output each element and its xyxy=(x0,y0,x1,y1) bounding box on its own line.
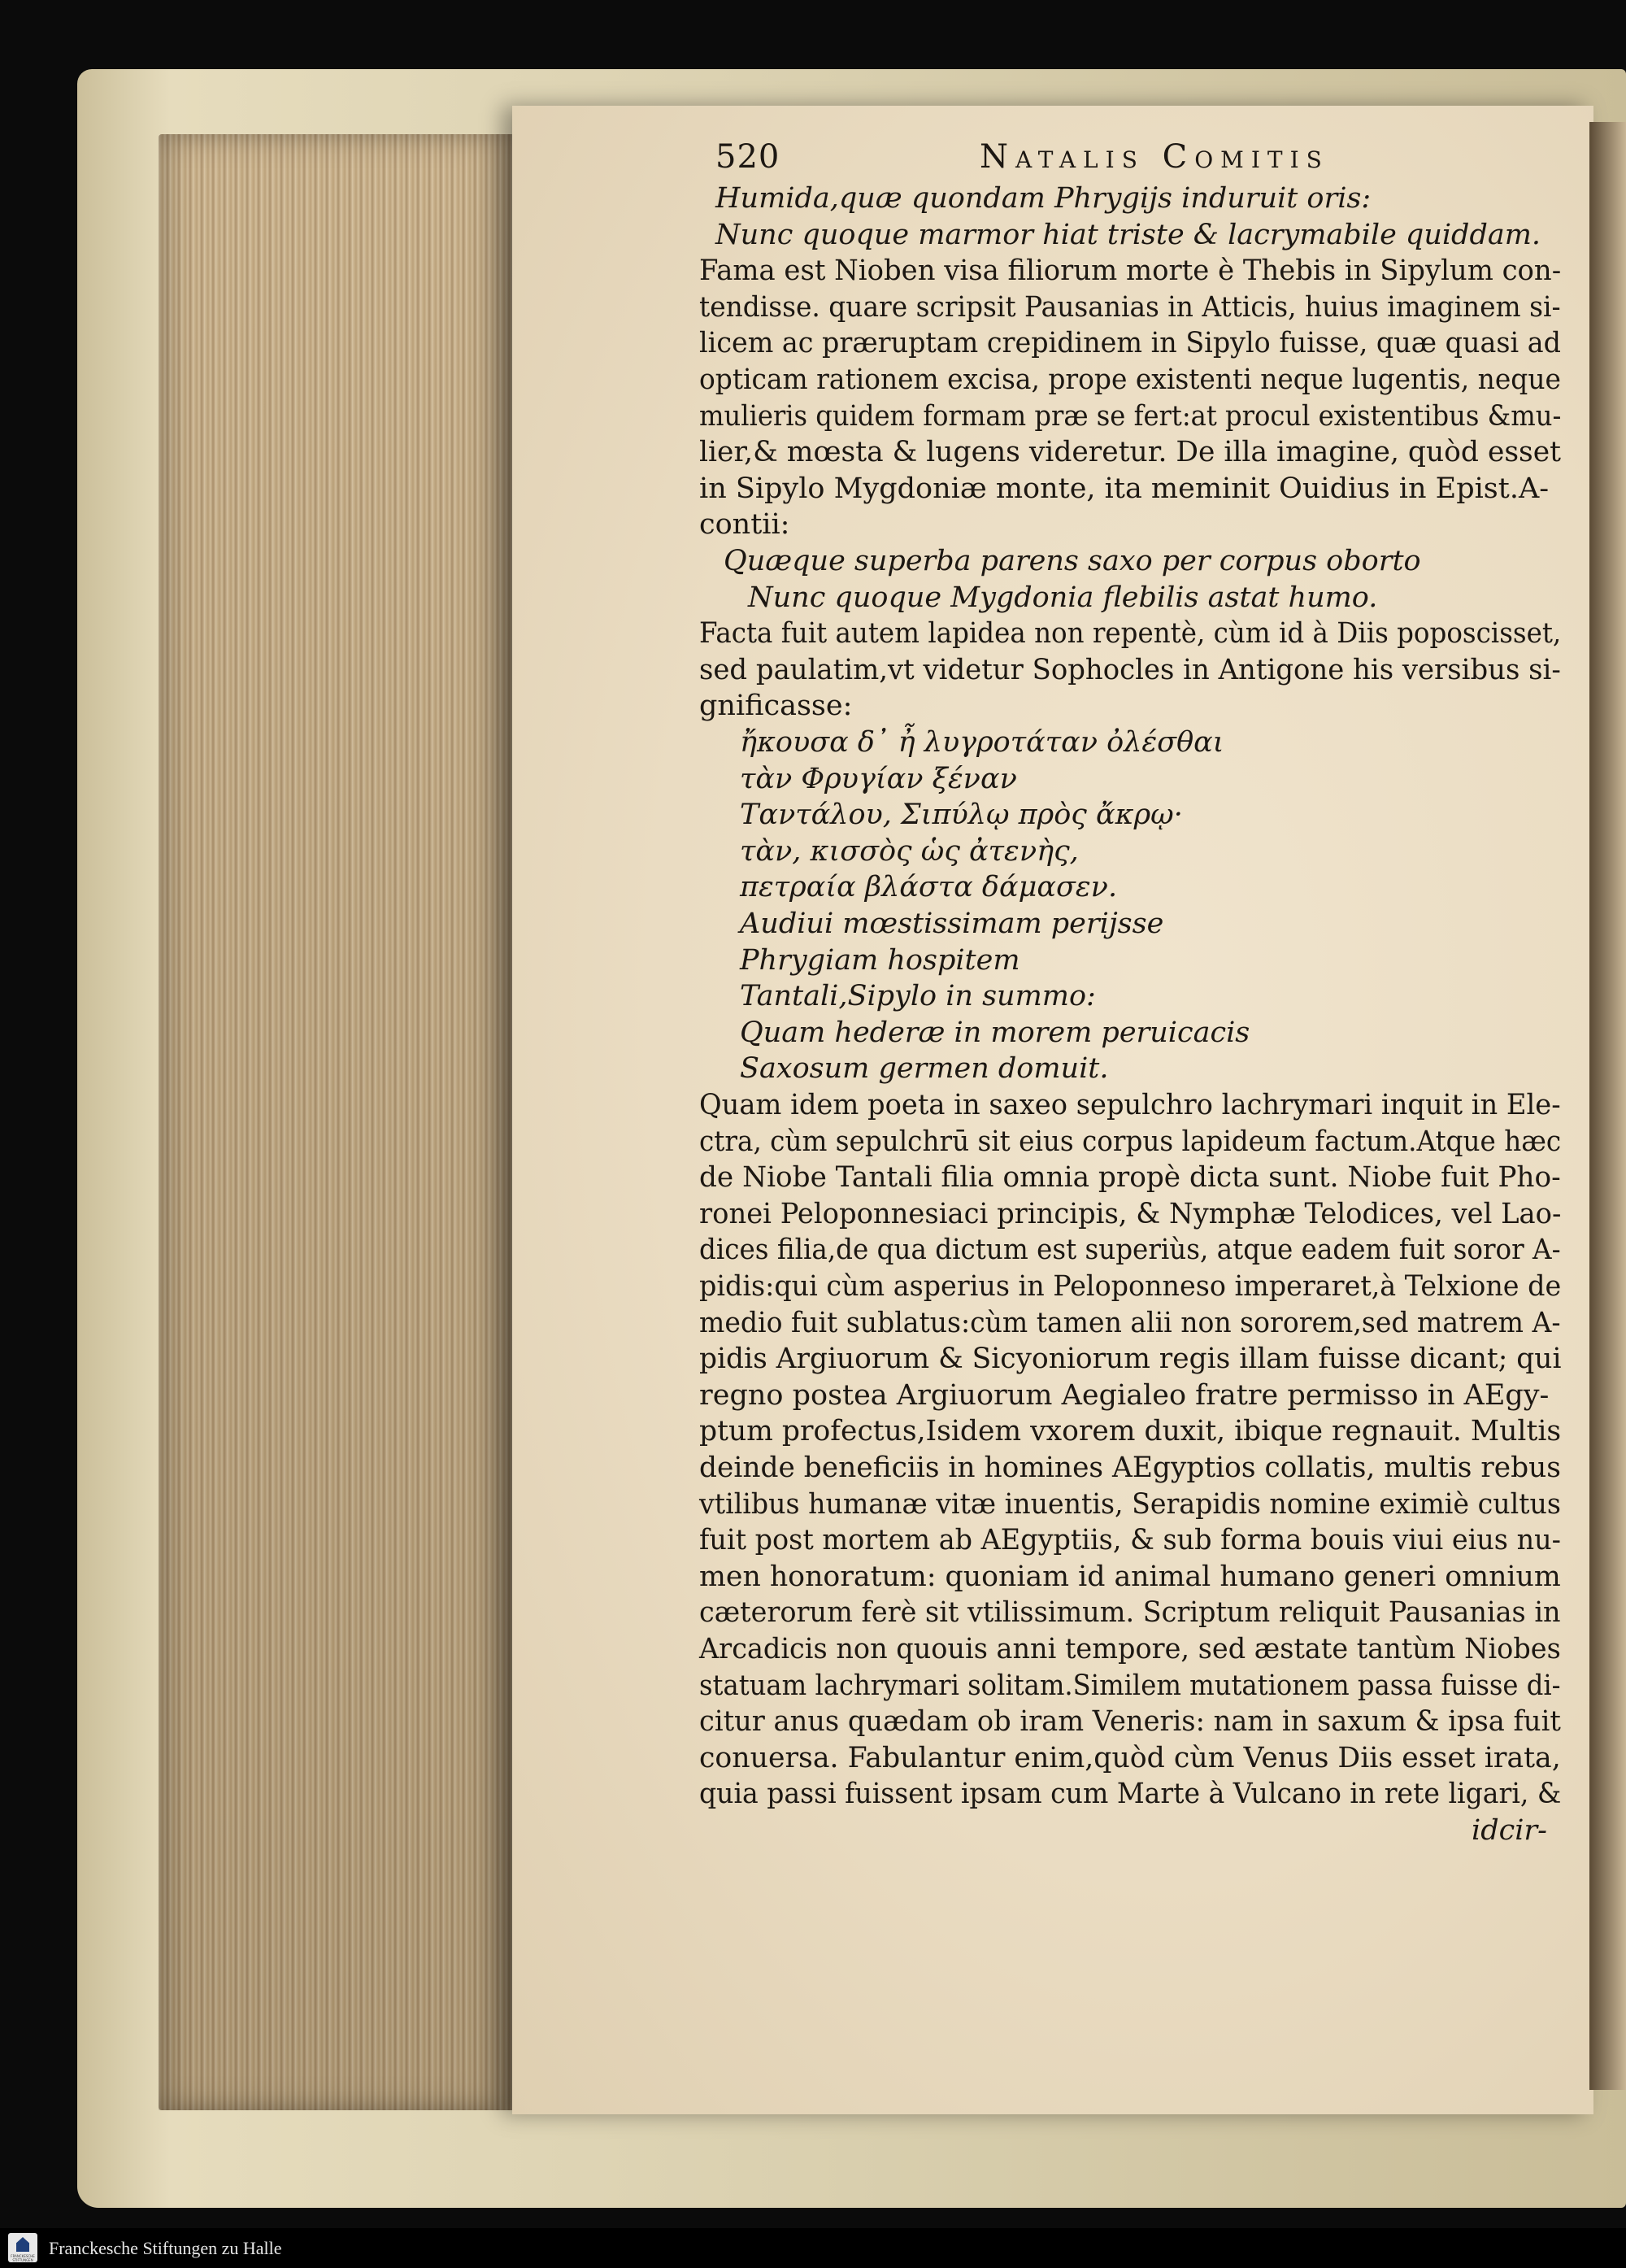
text-line: deinde beneficiis in homines AEgyptios collatis, multis rebus xyxy=(699,1452,1561,1484)
text-line: men honoratum: quoniam id animal humano generi omnium xyxy=(699,1560,1561,1593)
text-line: πετραία βλάστα δάμασεν. xyxy=(740,871,1118,904)
text-line: quia passi fuissent ipsam cum Marte à Vulcano in rete ligari, & xyxy=(699,1778,1562,1811)
text-line: ctra, cùm sepulchrū sit eius corpus lapideum factum.Atque hæc xyxy=(699,1125,1562,1158)
text-line: Nunc quoque marmor hiat triste & lacrymabile quiddam. xyxy=(715,218,1541,251)
text-line: Quam hederæ in morem peruicacis xyxy=(740,1016,1250,1049)
text-line: pidis:qui cùm asperius in Peloponneso imperaret,à Telxione de xyxy=(699,1270,1562,1303)
text-line: Nunc quoque Mygdonia flebilis astat humo. xyxy=(748,581,1378,614)
text-line: dices filia,de qua dictum est superiùs, atque eadem fuit soror A- xyxy=(699,1234,1561,1267)
institution-name: Franckesche Stiftungen zu Halle xyxy=(49,2238,282,2258)
facing-page-edge xyxy=(1589,122,1626,2090)
text-line: lier,& mœsta & lugens videretur. De illa imagine, quòd esset xyxy=(699,436,1561,469)
text-line: τὰν Φρυγίαν ξέναν xyxy=(740,762,1017,795)
text-line: Phrygiam hospitem xyxy=(740,943,1020,977)
text-line: pidis Argiuorum & Sicyoniorum regis illam fuisse dicant; qui xyxy=(699,1343,1562,1376)
catchword: idcir- xyxy=(1472,1814,1547,1847)
text-line: citur anus quædam ob iram Veneris: nam in saxum & ipsa fuit xyxy=(699,1705,1561,1739)
text-line: Quam idem poeta in saxeo sepulchro lachrymari inquit in Ele- xyxy=(699,1089,1561,1121)
text-line: Ταντάλου, Σιπύλῳ πρὸς ἄκρῳ· xyxy=(740,799,1183,832)
text-line: de Niobe Tantali filia omnia propè dicta sunt. Niobe fuit Pho- xyxy=(699,1161,1561,1195)
text-line: ronei Peloponnesiaci principis, & Nymphæ Telodices, vel Lao- xyxy=(699,1197,1562,1230)
text-line: ἤκουσα δ᾽ ἦ λυγροτάταν ὀλέσθαι xyxy=(740,726,1224,759)
text-line: τὰν, κισσὸς ὡς ἀτενὴς, xyxy=(740,834,1079,868)
text-line: cæterorum ferè sit vtilissimum. Scriptum reliquit Pausanias in xyxy=(699,1596,1561,1630)
logo-text: FRANCKESCHE STIFTUNGEN xyxy=(11,2254,35,2262)
text-line: licem ac præruptam crepidinem in Sipylo fuisse, quæ quasi ad xyxy=(699,327,1561,360)
text-line: regno postea Argiuorum Aegialeo fratre permisso in AEgy- xyxy=(699,1378,1550,1412)
text-line: Saxosum germen domuit. xyxy=(740,1052,1109,1086)
text-line: Humida,quæ quondam Phrygijs induruit oris: xyxy=(715,182,1372,215)
page-edges-shade xyxy=(159,134,516,2110)
text-line: Facta fuit autem lapidea non repentè, cùm id à Diis poposcisset, xyxy=(699,617,1562,651)
page-number: 520 xyxy=(715,138,780,176)
text-line: opticam rationem excisa, prope existenti neque lugentis, neque xyxy=(699,363,1561,396)
text-line: statuam lachrymari solitam.Similem mutationem passa fuisse di- xyxy=(699,1669,1561,1702)
running-head xyxy=(715,138,1577,184)
text-line: fuit post mortem ab AEgyptiis, & sub forma bouis viui eius nu- xyxy=(699,1524,1561,1557)
text-line: ptum profectus,Isidem vxorem duxit, ibique regnauit. Multis xyxy=(699,1415,1562,1448)
text-line: mulieris quidem formam præ se fert:at procul existentibus &mu- xyxy=(699,399,1562,433)
text-line: Fama est Nioben visa filiorum morte è Thebis in Sipylum con- xyxy=(699,255,1562,288)
footer-bar xyxy=(0,2228,1626,2268)
text-line: medio fuit sublatus:cùm tamen alii non sororem,sed matrem A- xyxy=(699,1306,1561,1339)
text-line: Audiui mœstissimam perijsse xyxy=(740,908,1164,940)
text-line: gnificasse: xyxy=(699,690,853,723)
text-line: conuersa. Fabulantur enim,quòd cùm Venus Diis esset irata, xyxy=(699,1741,1561,1774)
text-line: Arcadicis non quouis anni tempore, sed æstate tantùm Niobes xyxy=(699,1633,1561,1665)
text-line: Quæque superba parens saxo per corpus oborto xyxy=(724,545,1421,577)
text-line: contii: xyxy=(699,508,790,542)
text-line: vtilibus humanæ vitæ inuentis, Serapidis nomine eximiè cultus xyxy=(699,1487,1561,1521)
text-line: Tantali,Sipylo in summo: xyxy=(740,980,1096,1013)
institution-logo-icon xyxy=(8,2233,37,2262)
running-title: Natalis Comitis xyxy=(980,138,1329,176)
text-line: sed paulatim,vt videtur Sophocles in Antigone his versibus si- xyxy=(699,653,1561,686)
text-line: in Sipylo Mygdoniæ monte, ita meminit Ouidius in Epist.A- xyxy=(699,472,1550,505)
text-line: tendisse. quare scripsit Pausanias in Atticis, huius imaginem si- xyxy=(699,290,1561,324)
